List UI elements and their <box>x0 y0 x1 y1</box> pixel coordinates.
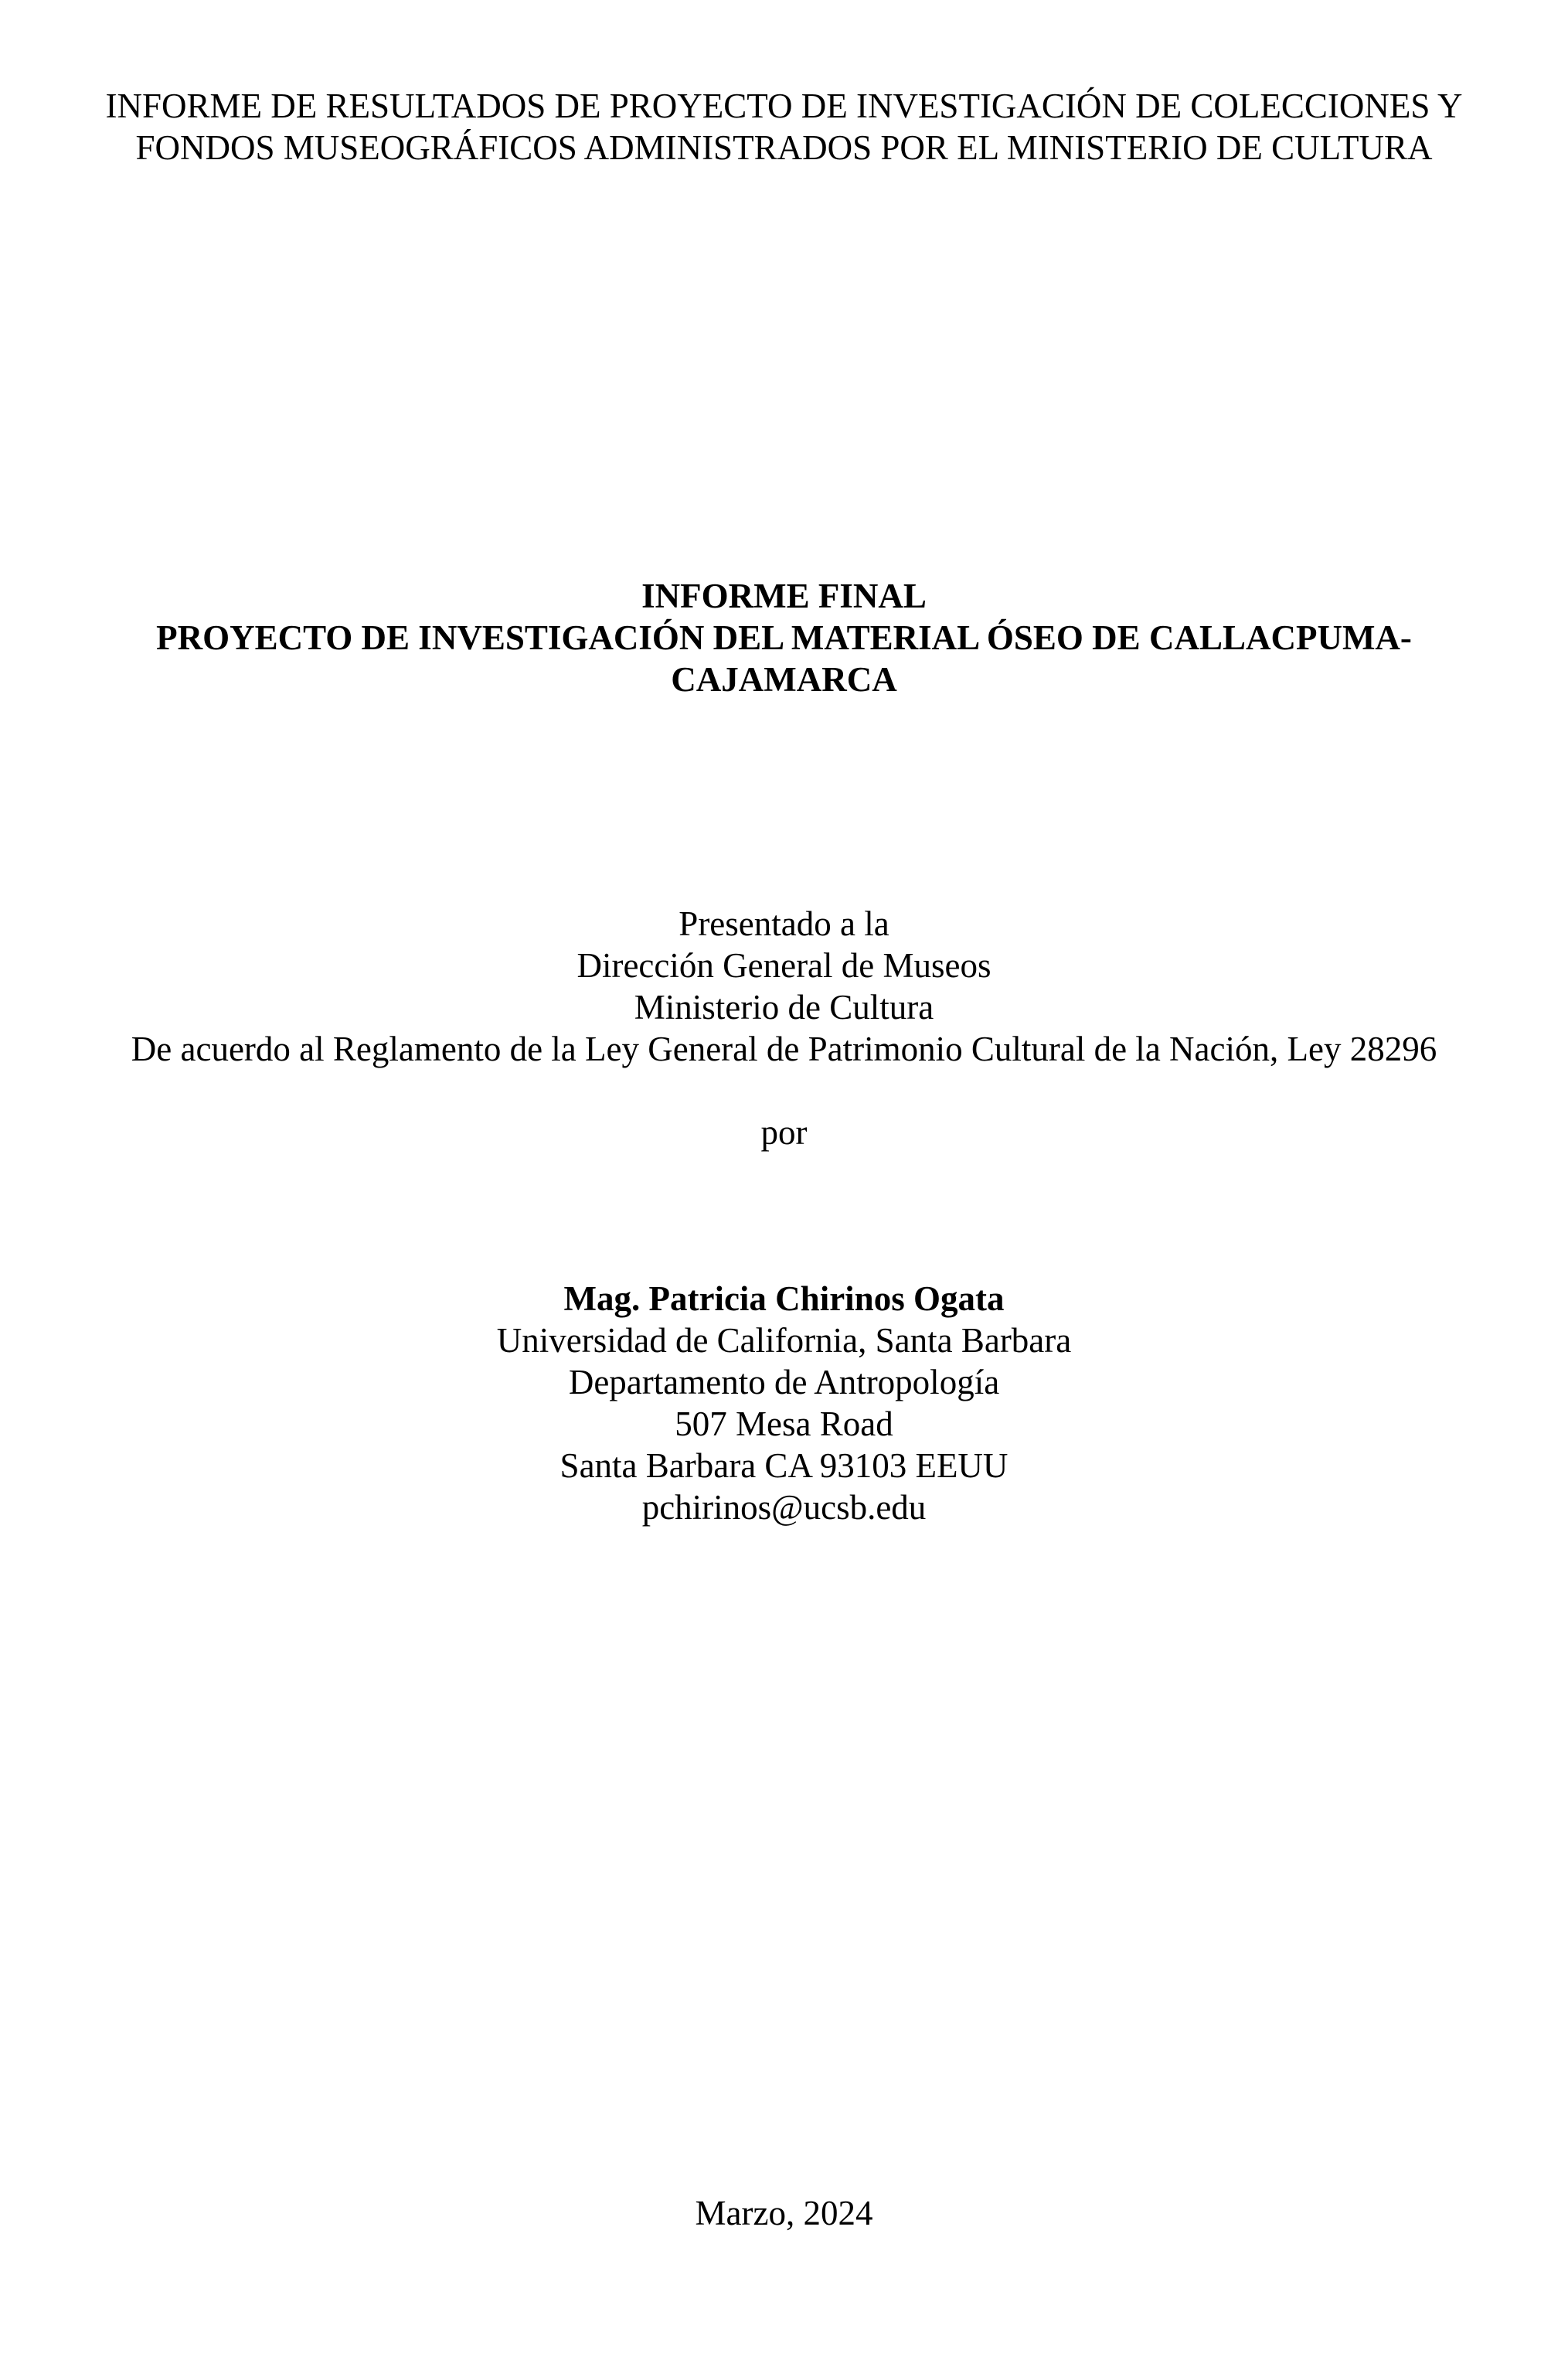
header-line-2: FONDOS MUSEOGRÁFICOS ADMINISTRADOS POR EL MINISTERIO DE CULTURA <box>135 128 1433 167</box>
author-university: Universidad de California, Santa Barbara <box>496 1321 1072 1360</box>
title-line-1: INFORME FINAL <box>641 577 927 615</box>
presented-line-4: De acuerdo al Reglamento de la Ley General de Patrimonio Cultural de la Nación, Ley 28296 <box>131 1030 1437 1068</box>
author-city: Santa Barbara CA 93103 EEUU <box>560 1446 1008 1485</box>
report-date <box>0 2192 1568 2234</box>
presented-to <box>0 903 1568 1070</box>
presented-line-3: Ministerio de Cultura <box>634 988 934 1027</box>
title-line-2: PROYECTO DE INVESTIGACIÓN DEL MATERIAL ÓSEO DE CALLACPUMA- <box>156 618 1412 657</box>
by-label <box>0 1112 1568 1153</box>
author-email: pchirinos@ucsb.edu <box>641 1488 927 1527</box>
author-name: Mag. Patricia Chirinos Ogata <box>563 1279 1005 1318</box>
date-text: Marzo, 2024 <box>695 2194 873 2232</box>
header-line-1: INFORME DE RESULTADOS DE PROYECTO DE INVESTIGACIÓN DE COLECCIONES Y <box>105 87 1463 125</box>
presented-line-2: Dirección General de Museos <box>577 946 991 985</box>
report-header <box>0 85 1568 169</box>
by-text: por <box>760 1113 808 1152</box>
report-title <box>0 575 1568 700</box>
author-info <box>0 1278 1568 1528</box>
presented-line-1: Presentado a la <box>679 904 889 943</box>
title-line-3: CAJAMARCA <box>671 660 897 699</box>
author-department: Departamento de Antropología <box>568 1363 1000 1401</box>
author-street: 507 Mesa Road <box>675 1405 893 1443</box>
